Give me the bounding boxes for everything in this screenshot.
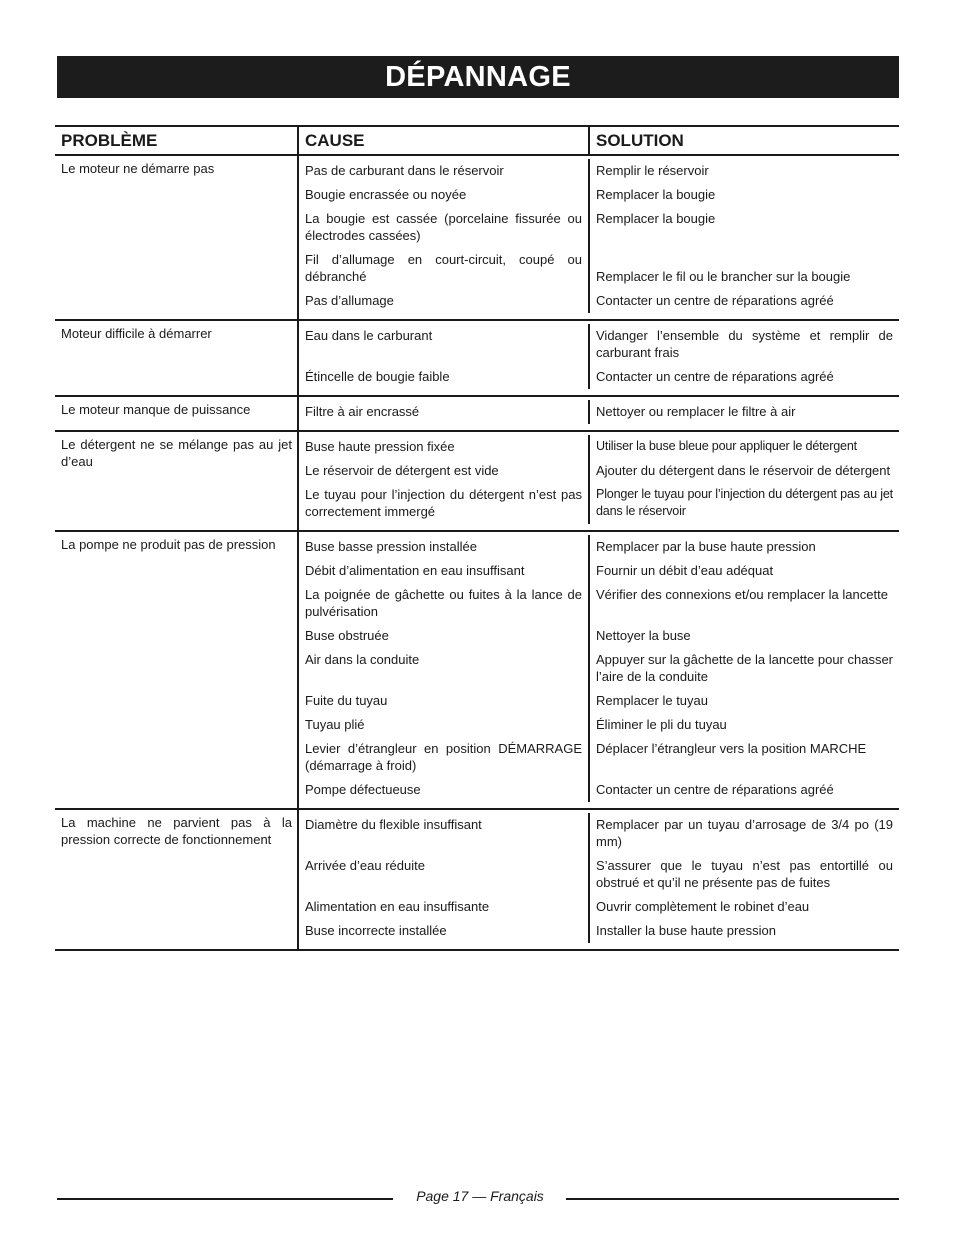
- solution-cell: Contacter un centre de réparations agréé: [596, 293, 834, 308]
- cause-cell: Pas de carburant dans le réservoir: [299, 159, 590, 183]
- table-row: [299, 248, 899, 289]
- cause-cell: Débit d’alimentation en eau insuffisant: [299, 559, 590, 583]
- header-cause: CAUSE: [299, 127, 590, 154]
- problem-cell: La machine ne parvient pas à la pression correcte de fonctionnement: [55, 810, 299, 949]
- table-row: [299, 324, 899, 365]
- problem-cell: Le moteur ne démarre pas: [55, 156, 299, 319]
- cause-cell: La bougie est cassée (porcelaine fissurée ou électrodes cassées): [299, 207, 590, 248]
- cause-cell: Air dans la conduite: [299, 648, 590, 689]
- problem-group: [55, 397, 899, 432]
- solution-cell: Remplacer la bougie: [596, 211, 716, 226]
- solution-cell: Éliminer le pli du tuyau: [596, 717, 727, 732]
- solution-cell: Contacter un centre de réparations agréé: [596, 369, 834, 384]
- header-solution: SOLUTION: [596, 131, 684, 150]
- table-row: [299, 183, 899, 207]
- solution-cell: Remplacer le fil ou le brancher sur la bougie: [596, 269, 851, 284]
- solution-cell: Nettoyer la buse: [596, 628, 691, 643]
- problem-cell: Moteur difficile à démarrer: [55, 321, 299, 395]
- troubleshooting-table: [55, 125, 899, 951]
- table-row: [299, 559, 899, 583]
- cause-cell: Le réservoir de détergent est vide: [299, 459, 590, 483]
- solution-cell: Plonger le tuyau pour l’injection du détergent pas au jet dans le réservoir: [596, 487, 893, 518]
- solution-cell: Fournir un débit d’eau adéquat: [596, 563, 774, 578]
- cause-cell: Pas d’allumage: [299, 289, 590, 313]
- solution-cell: Ajouter du détergent dans le réservoir de détergent: [596, 463, 891, 478]
- footer-rule-left: [57, 1198, 393, 1200]
- problem-group: [55, 321, 899, 397]
- cause-cell: Buse obstruée: [299, 624, 590, 648]
- cause-cell: Arrivée d’eau réduite: [299, 854, 590, 895]
- table-row: [299, 365, 899, 389]
- solution-cell: Remplacer la bougie: [596, 187, 716, 202]
- table-header: [55, 127, 899, 156]
- problem-group: [55, 810, 899, 951]
- cause-cell: Alimentation en eau insuffisante: [299, 895, 590, 919]
- table-row: [299, 159, 899, 183]
- solution-cell: Remplacer par un tuyau d’arrosage de 3/4 po (19 mm): [596, 817, 893, 849]
- cause-cell: Diamètre du flexible insuffisant: [299, 813, 590, 854]
- cause-cell: Eau dans le carburant: [299, 324, 590, 365]
- table-row: [299, 624, 899, 648]
- cause-cell: Buse incorrecte installée: [299, 919, 590, 943]
- table-row: [299, 689, 899, 713]
- solution-cell: S’assurer que le tuyau n’est pas entortillé ou obstrué et qu’il ne présente pas de fuites: [596, 858, 893, 890]
- cause-cell: Pompe défectueuse: [299, 778, 590, 802]
- cause-cell: Buse basse pression installée: [299, 535, 590, 559]
- cause-cell: Étincelle de bougie faible: [299, 365, 590, 389]
- solution-cell: Utiliser la buse bleue pour appliquer le détergent: [596, 439, 857, 453]
- table-row: [299, 483, 899, 524]
- solution-cell: Déplacer l’étrangleur vers la position MARCHE: [596, 741, 867, 756]
- table-row: [299, 400, 899, 424]
- cause-cell: Fil d’allumage en court-circuit, coupé ou débranché: [299, 248, 590, 289]
- table-row: [299, 813, 899, 854]
- problem-group: [55, 432, 899, 532]
- table-row: [299, 737, 899, 778]
- problem-group: [55, 532, 899, 810]
- table-row: [299, 207, 899, 248]
- cause-cell: Fuite du tuyau: [299, 689, 590, 713]
- solution-cell: Installer la buse haute pression: [596, 923, 776, 938]
- solution-cell: Remplacer le tuyau: [596, 693, 708, 708]
- page-footer: Page 17 — Français: [416, 1188, 544, 1204]
- problem-cell: Le détergent ne se mélange pas au jet d’eau: [55, 432, 299, 530]
- table-row: [299, 583, 899, 624]
- table-row: [299, 289, 899, 313]
- cause-cell: Buse haute pression fixée: [299, 435, 590, 459]
- cause-cell: Le tuyau pour l’injection du détergent n’est pas correctement immergé: [299, 483, 590, 524]
- header-problem: PROBLÈME: [55, 127, 299, 154]
- solution-cell: Appuyer sur la gâchette de la lancette pour chasser l’aire de la conduite: [596, 652, 894, 684]
- cause-cell: Filtre à air encrassé: [299, 400, 590, 424]
- table-row: [299, 895, 899, 919]
- solution-cell: Nettoyer ou remplacer le filtre à air: [596, 404, 796, 419]
- table-row: [299, 648, 899, 689]
- cause-cell: Tuyau plié: [299, 713, 590, 737]
- solution-cell: Vidanger l’ensemble du système et remplir de carburant frais: [596, 328, 893, 360]
- table-row: [299, 919, 899, 943]
- solution-cell: Remplacer par la buse haute pression: [596, 539, 816, 554]
- table-row: [299, 435, 899, 459]
- table-row: [299, 459, 899, 483]
- table-row: [299, 778, 899, 802]
- problem-group: [55, 156, 899, 321]
- problem-cell: La pompe ne produit pas de pression: [55, 532, 299, 808]
- solution-cell: Vérifier des connexions et/ou remplacer la lancette: [596, 587, 888, 602]
- cause-cell: Levier d’étrangleur en position DÉMARRAGE (démarrage à froid): [299, 737, 590, 778]
- solution-cell: Remplir le réservoir: [596, 163, 709, 178]
- solution-cell: Contacter un centre de réparations agréé: [596, 782, 834, 797]
- cause-cell: La poignée de gâchette ou fuites à la lance de pulvérisation: [299, 583, 590, 624]
- footer-rule-right: [566, 1198, 899, 1200]
- table-row: [299, 854, 899, 895]
- problem-cell: Le moteur manque de puissance: [55, 397, 299, 430]
- page-title: DÉPANNAGE: [57, 56, 899, 98]
- cause-cell: Bougie encrassée ou noyée: [299, 183, 590, 207]
- solution-cell: Ouvrir complètement le robinet d’eau: [596, 899, 810, 914]
- table-row: [299, 535, 899, 559]
- table-row: [299, 713, 899, 737]
